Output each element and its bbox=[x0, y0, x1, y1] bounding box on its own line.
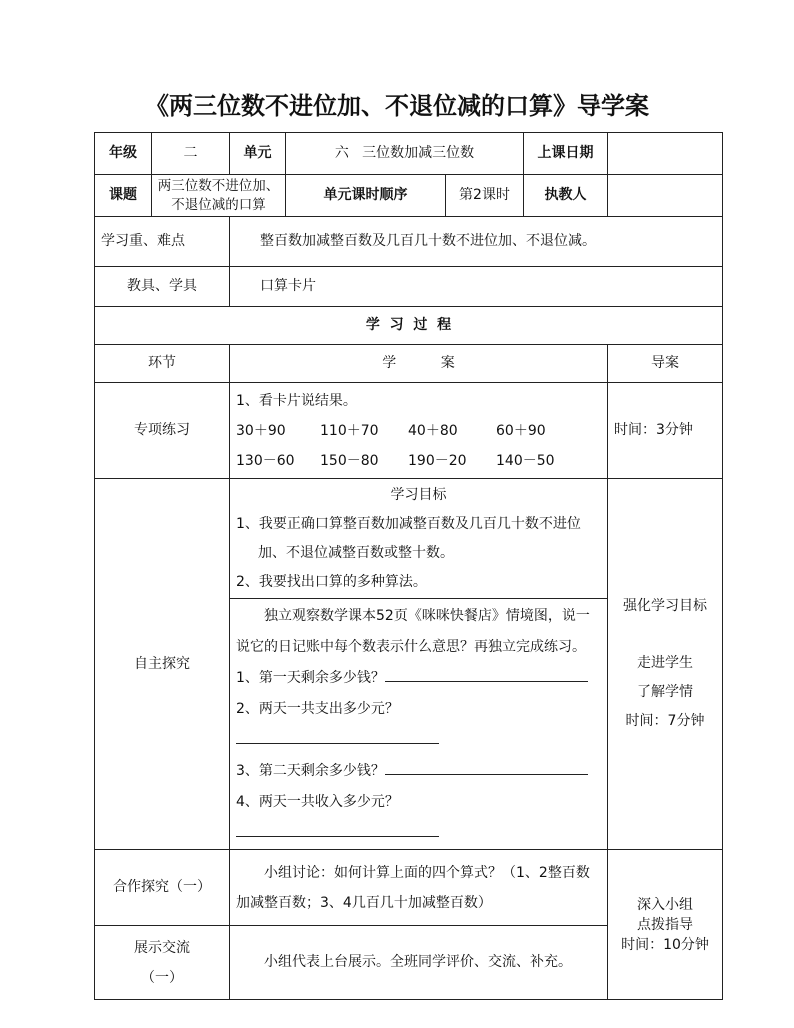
goal-1b: 加、不退位减整百数或整十数。 bbox=[258, 545, 454, 561]
question-1: 1、第一天剩余多少钱？ bbox=[236, 663, 601, 694]
guide-goal: 强化学习目标 bbox=[623, 598, 708, 614]
goal-title: 学习目标 bbox=[390, 487, 447, 503]
date-label: 上课日期 bbox=[524, 133, 608, 175]
page-title: 《两三位数不进位加、不退位减的口算》导学案 bbox=[145, 92, 649, 120]
coop-text-b: 加减整百数；3、4几百几十加减整百数） bbox=[236, 894, 492, 911]
problem: 130－60 bbox=[236, 452, 295, 469]
coop-guide-time: 时间：10分钟 bbox=[621, 936, 709, 953]
practice-row-1 bbox=[236, 416, 601, 446]
problem: 150－80 bbox=[320, 452, 379, 469]
practice-guide: 时间：3分钟 bbox=[608, 383, 723, 479]
show-stage bbox=[95, 926, 230, 1000]
practice-content bbox=[230, 383, 608, 479]
process-title: 学 习 过 程 bbox=[95, 307, 723, 345]
unit-value: 六 三位数加减三位数 bbox=[286, 133, 524, 175]
explore-guide bbox=[608, 479, 723, 850]
problem: 60＋90 bbox=[496, 422, 546, 439]
show-text: 小组代表上台展示。全班同学评价、交流、补充。 bbox=[230, 926, 608, 1000]
unit-label: 单元 bbox=[230, 133, 286, 175]
task-a: 独立观察数学课本52页《咪咪快餐店》情境图，说一 bbox=[264, 608, 590, 624]
explore-goals bbox=[230, 479, 608, 599]
practice-stage: 专项练习 bbox=[95, 383, 230, 479]
answer-line[interactable] bbox=[385, 667, 588, 682]
guide-header: 导案 bbox=[608, 345, 723, 383]
question-4: 4、两天一共收入多少元？ bbox=[236, 787, 601, 849]
tools-label: 教具、学具 bbox=[95, 267, 230, 307]
plan-header: 学 案 bbox=[230, 345, 608, 383]
explore-task bbox=[230, 599, 608, 850]
guide-a: 走进学生 bbox=[637, 655, 694, 671]
goal-2: 2、我要找出口算的多种算法。 bbox=[236, 574, 427, 590]
answer-line[interactable] bbox=[236, 729, 439, 744]
guide-time: 时间：7分钟 bbox=[625, 713, 705, 729]
focus-label: 学习重、难点 bbox=[95, 217, 230, 267]
question-2: 2、两天一共支出多少元？ bbox=[236, 694, 601, 756]
teacher-label: 执教人 bbox=[524, 175, 608, 217]
answer-line[interactable] bbox=[236, 822, 439, 837]
grade-value: 二 bbox=[152, 133, 230, 175]
explore-stage: 自主探究 bbox=[95, 479, 230, 850]
problem: 30＋90 bbox=[236, 422, 286, 439]
problem: 140－50 bbox=[496, 452, 555, 469]
teacher-value bbox=[608, 175, 723, 217]
topic-value: 两三位数不进位加、不退位减的口算 bbox=[152, 175, 286, 217]
coop-guide-a: 深入小组 bbox=[637, 896, 694, 913]
date-value bbox=[608, 133, 723, 175]
practice-row-2 bbox=[236, 446, 601, 476]
order-value: 第2课时 bbox=[446, 175, 524, 217]
answer-line[interactable] bbox=[385, 760, 588, 775]
focus-value: 整百数加减整百数及几百几十数不进位加、不退位减。 bbox=[230, 217, 723, 267]
coop-content bbox=[230, 850, 608, 926]
problem: 110＋70 bbox=[320, 422, 379, 439]
coop-text-a: 小组讨论：如何计算上面的四个算式？（1、2整百数 bbox=[264, 864, 590, 881]
show-stage-b: （一） bbox=[141, 969, 183, 986]
lesson-plan-table bbox=[94, 132, 723, 1000]
topic-label: 课题 bbox=[95, 175, 152, 217]
problem: 190－20 bbox=[408, 452, 467, 469]
show-stage-a: 展示交流 bbox=[134, 939, 190, 956]
tools-value: 口算卡片 bbox=[230, 267, 723, 307]
coop-guide bbox=[608, 850, 723, 1000]
order-label: 单元课时顺序 bbox=[286, 175, 446, 217]
coop-stage: 合作探究（一） bbox=[95, 850, 230, 926]
practice-instruction: 1、看卡片说结果。 bbox=[236, 392, 357, 409]
problem: 40＋80 bbox=[408, 422, 458, 439]
stage-header: 环节 bbox=[95, 345, 230, 383]
goal-1a: 1、我要正确口算整百数加减整百数及几百几十数不进位 bbox=[236, 516, 581, 532]
coop-guide-b: 点拨指导 bbox=[637, 916, 694, 933]
guide-b: 了解学情 bbox=[637, 684, 694, 700]
question-3: 3、第二天剩余多少钱？ bbox=[236, 756, 601, 787]
grade-label: 年级 bbox=[95, 133, 152, 175]
task-b: 说它的日记账中每个数表示什么意思？再独立完成练习。 bbox=[236, 639, 586, 655]
